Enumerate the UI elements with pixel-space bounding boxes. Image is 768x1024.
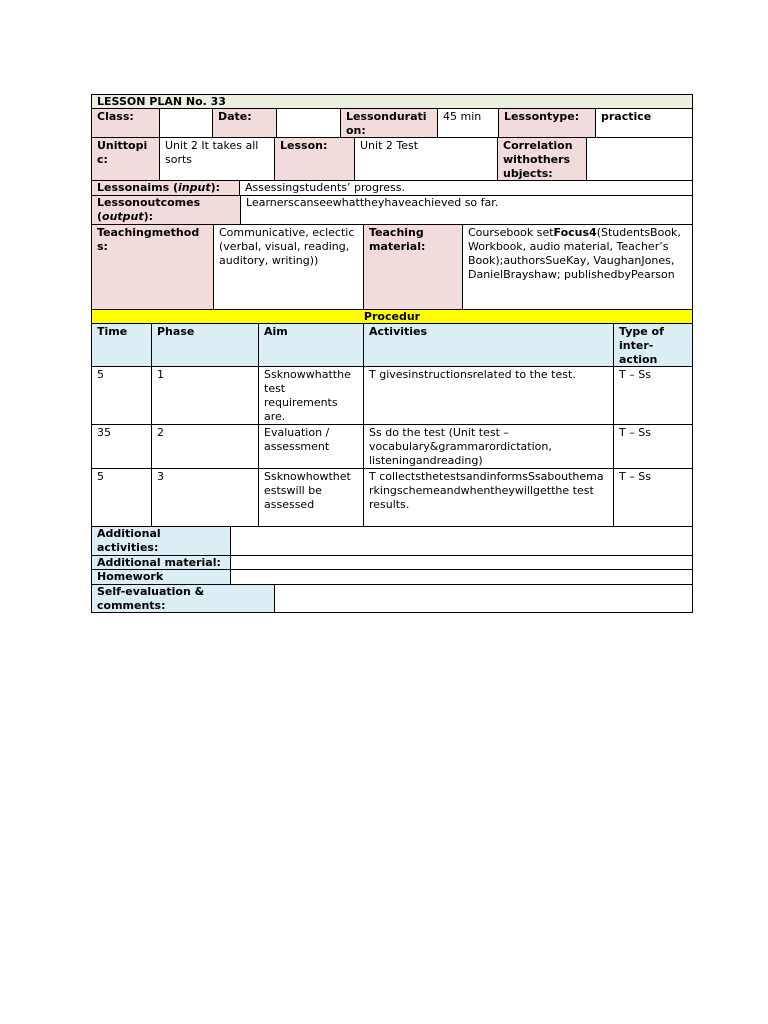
header-interaction: Type of inter-action — [613, 323, 693, 367]
row-3-time: 5 — [91, 468, 152, 527]
row-2-phase: 2 — [151, 424, 259, 469]
row-1-activities: T givesinstructionsrelated to the test. — [363, 366, 614, 425]
lesson-value: Unit 2 Test — [354, 137, 498, 181]
lesson-aims-value: Assessingstudents’ progress. — [239, 180, 693, 196]
additional-activities-label: Additional activities: — [91, 526, 231, 556]
homework-label: Homework — [91, 569, 231, 585]
duration-label: Lessondurati on: — [340, 108, 438, 138]
procedure-title: Procedur — [91, 309, 693, 324]
header-phase: Phase — [151, 323, 259, 367]
row-1-interaction: T – Ss — [613, 366, 693, 425]
row-3-phase: 3 — [151, 468, 259, 527]
row-3-activities: T collectsthetestsandinformsSsabouthema rkingschemeandwhentheywillgetthe test results. — [363, 468, 614, 527]
lesson-aims-label: Lessonaims (input): — [91, 180, 240, 196]
unit-topic-label: Unittopi c: — [91, 137, 160, 181]
class-value — [159, 108, 213, 138]
row-1-phase: 1 — [151, 366, 259, 425]
lesson-type-value: practice — [595, 108, 693, 138]
lesson-outcomes-value: Learnerscanseewhattheyhaveachieved so far. — [240, 195, 693, 225]
correlation-label: Correlation withothers ubjects: — [497, 137, 587, 181]
header-aim: Aim — [258, 323, 364, 367]
homework-value — [230, 569, 693, 585]
teaching-methods-value: Communicative, eclectic (verbal, visual, reading, auditory, writing)) — [213, 224, 364, 310]
additional-activities-value — [230, 526, 693, 556]
row-3-interaction: T – Ss — [613, 468, 693, 527]
row-1-aim: Ssknowwhatthe test requirements are. — [258, 366, 364, 425]
header-activities: Activities — [363, 323, 614, 367]
header-time: Time — [91, 323, 152, 367]
teaching-material-label: Teaching material: — [363, 224, 463, 310]
date-label: Date: — [212, 108, 277, 138]
self-evaluation-value — [274, 584, 693, 613]
class-label: Class: — [91, 108, 160, 138]
row-3-aim: Ssknowhowthet estswill be assessed — [258, 468, 364, 527]
unit-topic-value: Unit 2 It takes all sorts — [159, 137, 275, 181]
additional-material-value — [230, 555, 693, 570]
duration-value: 45 min — [437, 108, 499, 138]
additional-material-label: Additional material: — [91, 555, 231, 570]
row-1-time: 5 — [91, 366, 152, 425]
row-2-activities: Ss do the test (Unit test – vocabulary&grammarordictation, listeningandreading) — [363, 424, 614, 469]
teaching-methods-label: Teachingmethod s: — [91, 224, 214, 310]
lesson-outcomes-label: Lessonoutcomes (output): — [91, 195, 241, 225]
row-2-interaction: T – Ss — [613, 424, 693, 469]
teaching-material-value: Coursebook setFocus4(StudentsBook, Workbook, audio material, Teacher’s Book);authorsSueKay, VaughanJones, DanielBrayshaw; publishedbyPearson — [462, 224, 693, 310]
row-2-aim: Evaluation / assessment — [258, 424, 364, 469]
correlation-value — [586, 137, 693, 181]
lesson-label: Lesson: — [274, 137, 355, 181]
lesson-plan-title — [91, 94, 693, 109]
row-2-time: 35 — [91, 424, 152, 469]
lesson-type-label: Lessontype: — [498, 108, 596, 138]
title-text: LESSON PLAN No. 33 — [97, 95, 226, 108]
self-evaluation-label: Self-evaluation & comments: — [91, 584, 275, 613]
date-value — [276, 108, 341, 138]
